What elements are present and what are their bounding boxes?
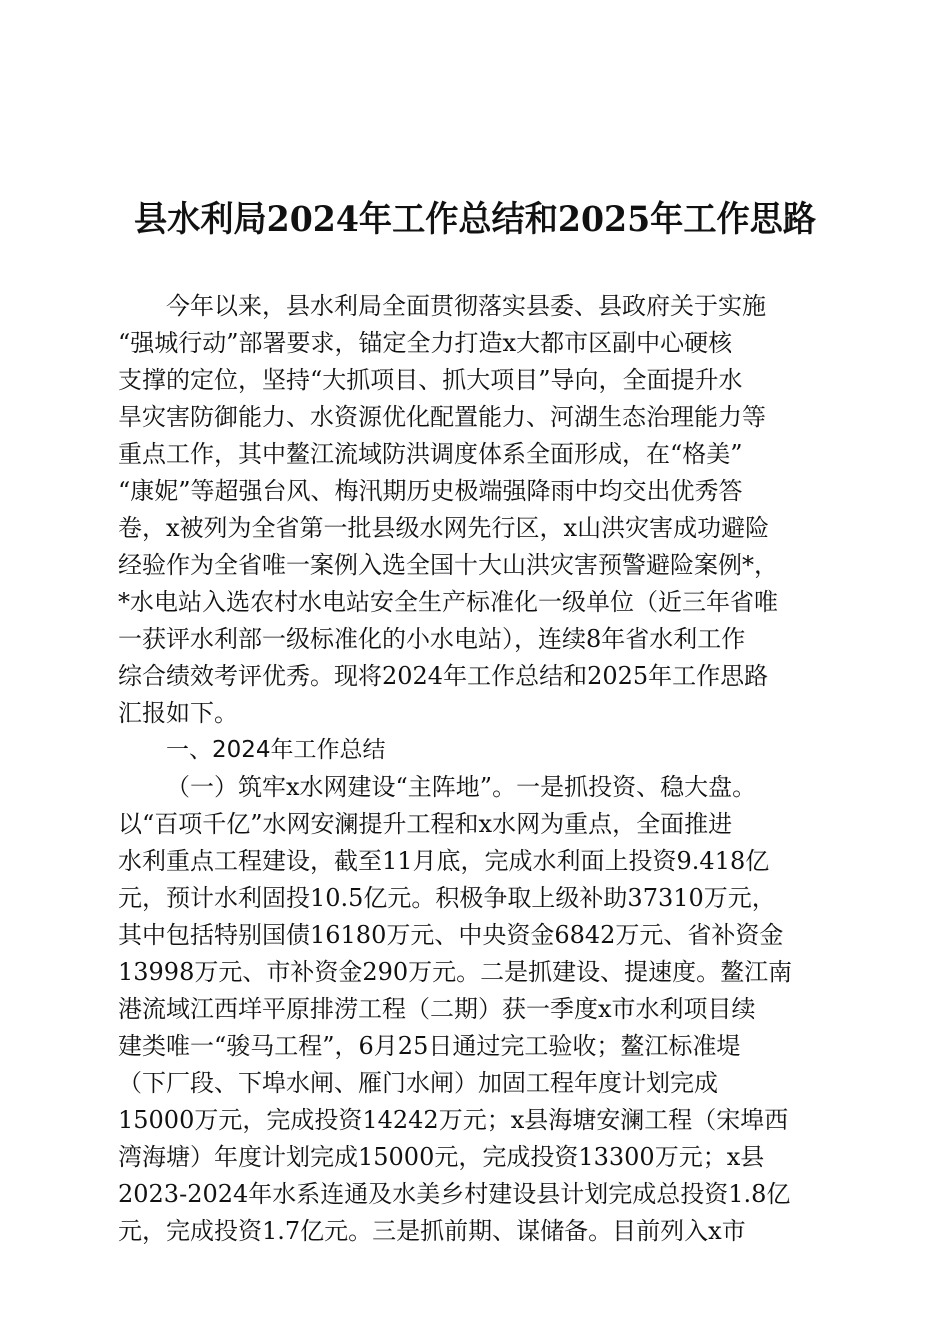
paragraph-line xyxy=(118,288,838,325)
line-text: 湾海塘）年度计划完成15000元，完成投资13300万元；x县 xyxy=(118,1143,765,1171)
paragraph-line xyxy=(118,510,838,547)
line-text: （一）筑牢x水网建设“主阵地”。一是抓投资、稳大盘。 xyxy=(166,773,757,801)
paragraph-line xyxy=(118,473,838,510)
paragraph-line xyxy=(118,621,838,658)
paragraph-line xyxy=(118,325,838,362)
paragraph-line xyxy=(118,1065,838,1102)
section-heading-text: 一、2024年工作总结 xyxy=(166,737,386,763)
line-text: 汇报如下。 xyxy=(118,699,238,727)
paragraph-line xyxy=(118,399,838,436)
line-text: 元，完成投资1.7亿元。三是抓前期、谋储备。目前列入x市 xyxy=(118,1217,746,1245)
document-title: 县水利局2024年工作总结和2025年工作思路 xyxy=(134,199,816,240)
line-text: 其中包括特别国债16180万元、中央资金6842万元、省补资金 xyxy=(118,921,784,949)
line-text: （下厂段、下埠水闸、雁门水闸）加固工程年度计划完成 xyxy=(118,1069,718,1097)
line-text: 13998万元、市补资金290万元。二是抓建设、提速度。鳌江南 xyxy=(118,958,793,986)
line-text: 元，预计水利固投10.5亿元。积极争取上级补助37310万元， xyxy=(118,884,776,912)
paragraph-line xyxy=(118,362,838,399)
paragraph-line xyxy=(118,991,838,1028)
paragraph-line xyxy=(118,954,838,991)
line-text: 综合绩效考评优秀。现将2024年工作总结和2025年工作思路 xyxy=(118,662,769,690)
paragraph-line xyxy=(118,806,838,843)
line-text: 重点工作，其中鳌江流域防洪调度体系全面形成，在“格美” xyxy=(118,440,743,468)
paragraph-line xyxy=(118,1176,838,1213)
paragraph-line xyxy=(118,658,838,695)
line-text: 建类唯一“骏马工程”，6月25日通过完工验收；鳌江标准堤 xyxy=(118,1032,741,1060)
paragraph-line xyxy=(118,1102,838,1139)
paragraph-line xyxy=(118,584,838,621)
line-text: *水电站入选农村水电站安全生产标准化一级单位（近三年省唯 xyxy=(118,588,778,616)
line-text: 经验作为全省唯一案例入选全国十大山洪灾害预警避险案例*， xyxy=(118,551,778,579)
section-heading xyxy=(118,732,838,769)
line-text: 以“百项千亿”水网安澜提升工程和x水网为重点，全面推进 xyxy=(118,810,733,838)
paragraph-line xyxy=(118,1139,838,1176)
line-text: 旱灾害防御能力、水资源优化配置能力、河湖生态治理能力等 xyxy=(118,403,766,431)
line-text: 水利重点工程建设，截至11月底，完成水利面上投资9.418亿 xyxy=(118,847,770,875)
line-text: 港流域江西垟平原排涝工程（二期）获一季度x市水利项目续 xyxy=(118,995,756,1023)
paragraph-line xyxy=(118,880,838,917)
line-text: 一获评水利部一级标准化的小水电站），连续8年省水利工作 xyxy=(118,625,746,653)
paragraph-line xyxy=(118,695,838,732)
line-text: 今年以来，县水利局全面贯彻落实县委、县政府关于实施 xyxy=(166,292,766,320)
paragraph-line xyxy=(118,547,838,584)
paragraph-line xyxy=(118,917,838,954)
line-text: “康妮”等超强台风、梅汛期历史极端强降雨中均交出优秀答 xyxy=(118,477,743,505)
line-text: 15000万元，完成投资14242万元；x县海塘安澜工程（宋埠西 xyxy=(118,1106,789,1134)
line-text: 卷，x被列为全省第一批县级水网先行区，x山洪灾害成功避险 xyxy=(118,514,770,542)
paragraph-line xyxy=(118,769,838,806)
paragraph-line xyxy=(118,843,838,880)
paragraph-line xyxy=(118,1213,838,1250)
document-body xyxy=(118,288,838,1250)
paragraph-line xyxy=(118,436,838,473)
paragraph-line xyxy=(118,1028,838,1065)
line-text: “强城行动”部署要求，锚定全力打造x大都市区副中心硬核 xyxy=(118,329,733,357)
line-text: 支撑的定位，坚持“大抓项目、抓大项目”导向，全面提升水 xyxy=(118,366,743,394)
line-text: 2023-2024年水系连通及水美乡村建设县计划完成总投资1.8亿 xyxy=(118,1180,791,1208)
